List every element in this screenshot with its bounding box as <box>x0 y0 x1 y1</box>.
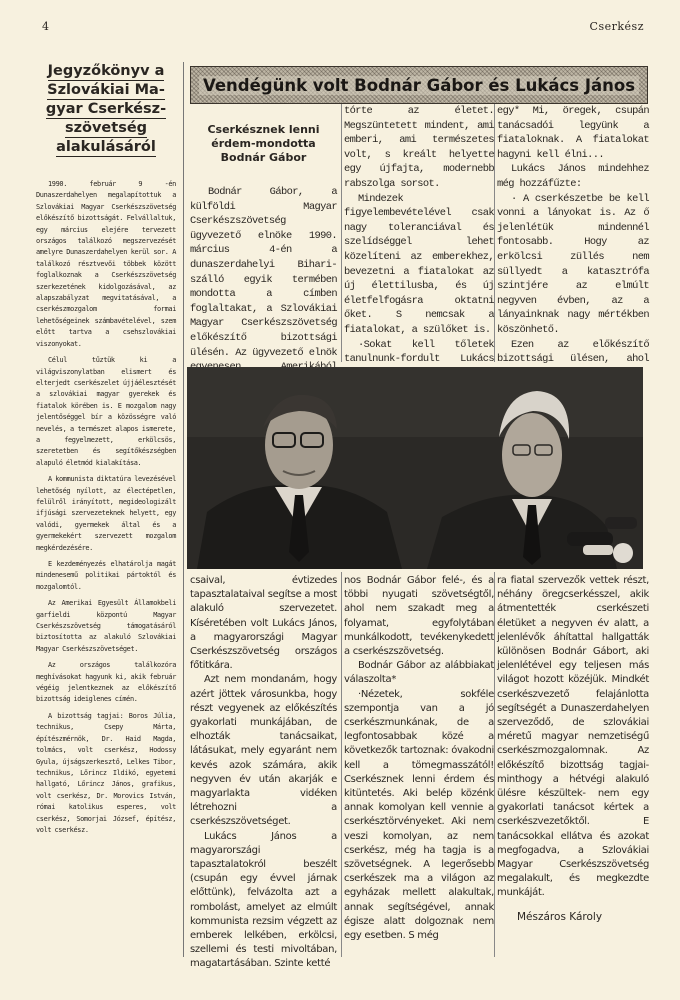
banner-title: Vendégünk volt Bodnár Gábor és Lukács János <box>199 76 639 95</box>
article-paragraph: csaival, évtizedes tapasztalataival segítse a most alakuló szervezetet. Kíséretében volt Lukács János, a magyarországi Magyar Cserkészszövetség országos főtitkára. <box>190 575 337 672</box>
bottom-column-3 <box>497 574 649 923</box>
article-paragraph: · A cserkészetbe be kell vonni a lányokat is. Az ő jelenlétük mindennél fontosabb. Hogy az erkölcsi züllés nem süllyedt a katasztrófa szintjére az elmúlt negyven évben, az a lányainknak nagy mértékben köszönhető. <box>497 192 649 336</box>
left-article-title <box>36 62 176 157</box>
page-number: 4 <box>42 20 49 33</box>
left-paragraph: A bizottság tagjai: Boros Júlia, technikus, Csepy Márta, építészmérnök, Dr. Haid Magda, tolmács, volt cserkész, Hodossy Gyula, újságszerkesztő, Lelkes Tibor, technikus, Lőrincz Ildikó, egyetemi hallgató, Lőrincz János, grafikus, volt cserkész, Dr. Morovics István, római katolikus esperes, volt cserkész, Somorjai József, építész, volt cserkész. <box>36 711 176 834</box>
title-line: gyar Cserkész- <box>45 101 167 117</box>
author-signature: Mészáros Károly <box>517 910 603 923</box>
column-divider <box>494 104 495 362</box>
article-column-2 <box>344 104 494 381</box>
left-column <box>36 62 176 841</box>
article-subtitle: Cserkésznek lenni érdem-mondotta Bodnár Gábor <box>207 123 320 164</box>
bottom-column-1 <box>190 574 337 972</box>
article-paragraph: nos Bodnár Gábor felé-, és a többi nyugati szövetségtől, ahol nem szakadt meg a folyamat, egyfolytában munkálkodott, tevékenykedett a cserkészszövetség. <box>344 575 494 658</box>
title-line: szövetség <box>64 120 148 136</box>
article-paragraph: ·Nézetek, sokféle szempontja van a jó cserkészmunkának, de a legfontosabbak közé a következők tartoznak: óvakodni kell a tömegmasszától! Cserkésznek lenni érdem és kitüntetés. Aki belép közénk annak komolyan kell vennie a cserkésztörvényeket. Aki nem veszi komolyan, az nem cserkész, még ha tagja is a szövetségnek. A legerősebb cserkészek ma a világon az egyházak mellett alakultak, annak segítségével, annak égisze alatt dolgoznak nem egy esetben. S még <box>344 688 494 942</box>
left-paragraph: Az Amerikai Egyesült Államokbeli garfieldi központú Magyar Cserkészszövetség támogatásáról biztosította az alakuló Szlovákiai Magyar Cserkészszövetséget. <box>36 599 176 653</box>
column-divider <box>494 572 495 957</box>
article-column-3 <box>497 104 649 381</box>
article-paragraph: ·Sokat kell tőletek tanulnunk-fordult Lukács <box>344 338 494 366</box>
left-paragraph: E kezdeményezés elhatárolja magát mindenesemű politikai pártoktól és mozgalomtól. <box>36 560 176 591</box>
bottom-column-2 <box>344 574 494 943</box>
title-line: alakulásáról <box>56 139 156 155</box>
title-line: Jegyzőkönyv a <box>47 63 165 79</box>
left-paragraph: Célul tűztük ki a világviszonylatban elismert és elterjedt cserkészelet újjáélesztését a szlovákiai magyar gyerekek és fiatalok körében is. E mozgalom nagy jelentőséggel bír a közösségre való nevelés, a természet alapos ismerete, a fegyelmezett, erkölcsös, szeretetben és segítőkészségben alapuló életmód kialakítása. <box>36 356 176 467</box>
left-paragraph: Az országos találkozóra meghívásokat hagyunk ki, akik február végéig jelentkeznek az előkészítő bizottság ideiglenes címén. <box>36 661 176 704</box>
article-paragraph: ra fiatal szervezők vettek részt, néhány öregcserkésszel, akik átmentették cserkészeti életüket a negyven év alatt, a jelenlévők áhítattal hallgatták különösen Bodnár Gábort, aki jelenlétével egy teljesen más világot hozott közéjük. Mindkét cserkészvezető felajánlotta segítségét a Dunaszerdahelyen szerveződő, de szlovákiai méretű magyar nemzetiségű cserkészmozgalomnak. Az előkészítő bizottság tagjai-minthogy a hétvégi alakuló ülésre készültek- nem egy gyakorlati tanácsot kértek a cserkészvezetőktől. E tanácsokkal ellátva és azokat megfogadva, a Szlovákiai Magyar Cserkészszövetség megalakult, és megkezdte munkáját. <box>497 575 649 899</box>
article-paragraph: Bodnár Gábor, a külföldi Magyar Cserkészszövetség ügyvezető elnöke 1990. március 4-én a dunaszerdahelyi Bihari-szálló egyik termében mondotta a címben foglaltakat, a Szlovákiai Magyar Cserkészszövetség előkészítő bizottsági ülésén. Az ügyvezető elnök <box>190 186 337 359</box>
article-paragraph: Ezen az előkészítő bizottsági ülésen, ahol <box>497 338 649 366</box>
column-divider <box>341 104 342 362</box>
left-paragraph: 1990. február 9 -én Dunaszerdahelyen megalapítottuk a Szlovákiai Magyar Cserkészszövetség előkészítő bizottságát. Felvállaltuk, egy március elejére tervezett országos találkozó megszervezését amelyre Dunaszerdahelyen kerül sor. A találkozó résztvevői többek között foglalkoznak a Cserkészszövetség szerkezetének kidolgozásával, az alapszabályzat megvitatásával, a cserkészmozgalom formai lehetőségeinek számbavételével, szem előtt tartva a csehszlovákiai viszonyokat. <box>36 180 176 348</box>
article-paragraph: egy* Mi, öregek, csupán tanácsadói legyünk a fiataloknak. A fiatalokat hagyni kell élni... <box>497 105 649 161</box>
article-paragraph: tórte az életet. Megszüntetett mindent, ami emberi, ami természetes volt, s kreált helyette egy újfajta, modernebb rabszolga sorsot. <box>344 105 494 190</box>
column-divider <box>341 572 342 957</box>
article-paragraph: Bodnár Gábor az alábbiakat válaszolta* <box>344 660 494 686</box>
left-paragraph: A kommunista diktatúra levezésével lehetőség nyílott, az électépetlen, felülről irányított, megideologizált ifjúsági szervezeteknek helyett, egy valódi, gyermekek által és a gyermekekért szervezett mozgalom megkérdezésére. <box>36 475 176 552</box>
title-line: Szlovákiai Ma- <box>47 82 165 98</box>
article-paragraph: Lukács János mindehhez még hozzáfűzte: <box>497 163 649 190</box>
article-paragraph: Mindezek figyelembevételével csak nagy toleranciával és szelídséggel lehet közelíteni az emberekhez, bevezetni a fiatalokat az új élettilusba, és új életfelfogásra oktatni őket. S nemcsak a fiatalokat, a szülőket is. <box>344 192 494 336</box>
article-photo <box>187 367 643 569</box>
article-banner <box>190 66 648 104</box>
article-paragraph: Lukács János a magyarországi tapasztalatokról beszélt (csupán egy évvel járnak előttünk), felvázolta azt a rombolást, amelyet az elmúlt kommunista rezsim végzett az emberek lelkében, erkölcsi, szellemi és testi mivoltában, magatartásában. Szinte ketté <box>190 830 337 970</box>
publication-name: Cserkész <box>589 20 644 33</box>
column-divider <box>183 62 184 957</box>
article-paragraph: Azt nem mondanám, hogy azért jöttek városunkba, hogy részt vegyenek az előkészítés gyakorlati munkájában, de elhozták tanácsaikat, látásukat, mely egyaránt nem kevés azok számára, akik negyven év után akarják e magyarlakta vidéken létrehozni a cserkészszövetséget. <box>190 674 337 828</box>
